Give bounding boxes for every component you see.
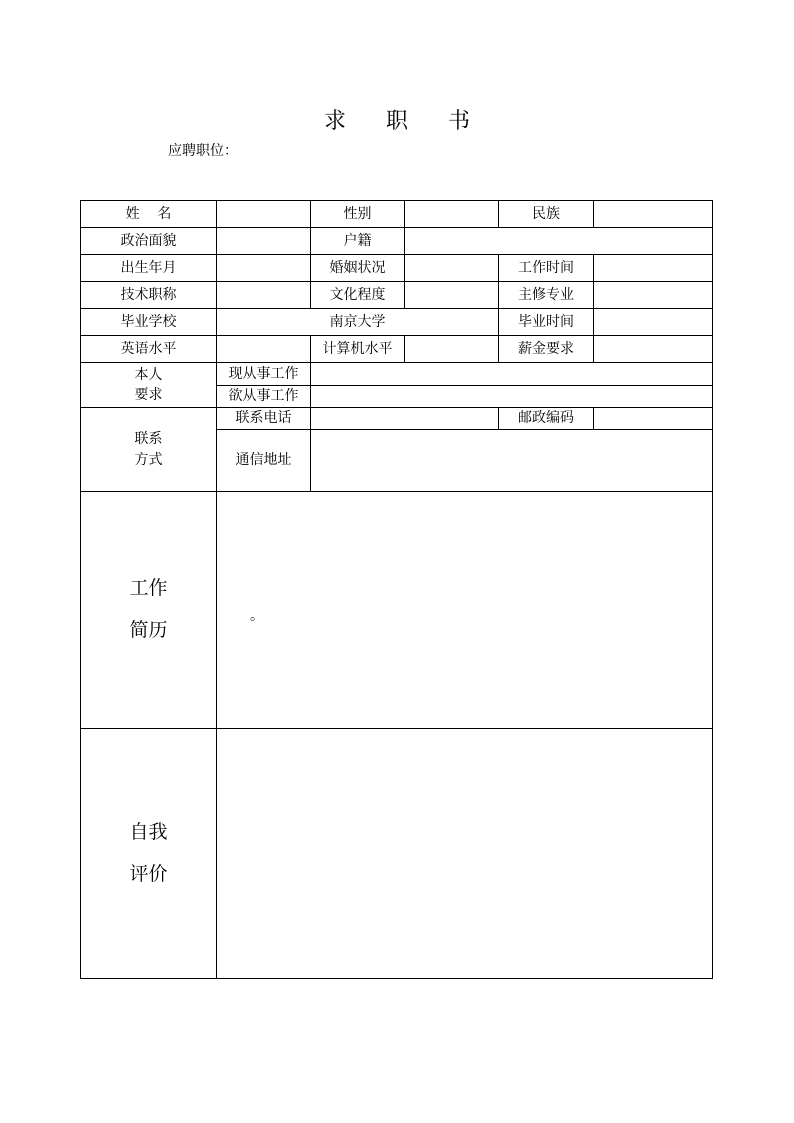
marital-status-label: 婚姻状况 <box>311 255 405 282</box>
table-row <box>81 309 713 336</box>
title-char-2: 职 <box>385 109 408 134</box>
ethnicity-field[interactable] <box>594 201 713 228</box>
desired-job-field[interactable] <box>311 386 713 408</box>
title-char-3: 书 <box>448 109 471 134</box>
education-level-field[interactable] <box>405 282 499 309</box>
contact-info-label: 联系 方式 <box>81 408 217 492</box>
self-evaluation-field[interactable] <box>217 729 713 979</box>
postcode-field[interactable] <box>594 408 713 430</box>
table-row <box>81 282 713 309</box>
household-label: 户籍 <box>311 228 405 255</box>
technical-title-label: 技术职称 <box>81 282 217 309</box>
title-char-1: 求 <box>323 109 346 134</box>
major-field[interactable] <box>594 282 713 309</box>
current-job-field[interactable] <box>311 363 713 386</box>
applied-position-label: 应聘职位： <box>168 143 238 159</box>
table-row <box>81 729 713 979</box>
table-row <box>81 336 713 363</box>
phone-label: 联系电话 <box>217 408 311 430</box>
graduate-school-field[interactable]: 南京大学 <box>217 309 499 336</box>
table-row <box>81 363 713 386</box>
political-status-field[interactable] <box>217 228 311 255</box>
household-field[interactable] <box>405 228 713 255</box>
graduation-time-label: 毕业时间 <box>499 309 594 336</box>
personal-requirements-label: 本人 要求 <box>81 363 217 408</box>
desired-job-label: 欲从事工作 <box>217 386 311 408</box>
work-history-field[interactable] <box>217 492 713 729</box>
salary-requirement-label: 薪金要求 <box>499 336 594 363</box>
document-title <box>0 104 794 135</box>
table-row <box>81 201 713 228</box>
self-evaluation-label: 自我 评价 <box>81 729 217 979</box>
table-row <box>81 228 713 255</box>
gender-label: 性别 <box>311 201 405 228</box>
current-job-label: 现从事工作 <box>217 363 311 386</box>
mailing-address-field[interactable] <box>311 430 713 492</box>
marital-status-field[interactable] <box>405 255 499 282</box>
resume-table <box>80 200 713 979</box>
gender-field[interactable] <box>405 201 499 228</box>
english-level-label: 英语水平 <box>81 336 217 363</box>
name-field[interactable] <box>217 201 311 228</box>
phone-field[interactable] <box>311 408 499 430</box>
graduate-school-label: 毕业学校 <box>81 309 217 336</box>
political-status-label: 政治面貌 <box>81 228 217 255</box>
major-label: 主修专业 <box>499 282 594 309</box>
graduation-time-field[interactable] <box>594 309 713 336</box>
work-time-label: 工作时间 <box>499 255 594 282</box>
table-row <box>81 408 713 430</box>
salary-requirement-field[interactable] <box>594 336 713 363</box>
birth-date-label: 出生年月 <box>81 255 217 282</box>
ethnicity-label: 民族 <box>499 201 594 228</box>
mailing-address-label: 通信地址 <box>217 430 311 492</box>
work-history-content: 。 <box>250 608 264 624</box>
table-row <box>81 492 713 729</box>
postcode-label: 邮政编码 <box>499 408 594 430</box>
computer-level-label: 计算机水平 <box>311 336 405 363</box>
education-level-label: 文化程度 <box>311 282 405 309</box>
english-level-field[interactable] <box>217 336 311 363</box>
name-label: 姓 名 <box>81 201 217 228</box>
work-history-label: 工作 简历 <box>81 492 217 729</box>
table-row <box>81 255 713 282</box>
birth-date-field[interactable] <box>217 255 311 282</box>
technical-title-field[interactable] <box>217 282 311 309</box>
computer-level-field[interactable] <box>405 336 499 363</box>
work-time-field[interactable] <box>594 255 713 282</box>
